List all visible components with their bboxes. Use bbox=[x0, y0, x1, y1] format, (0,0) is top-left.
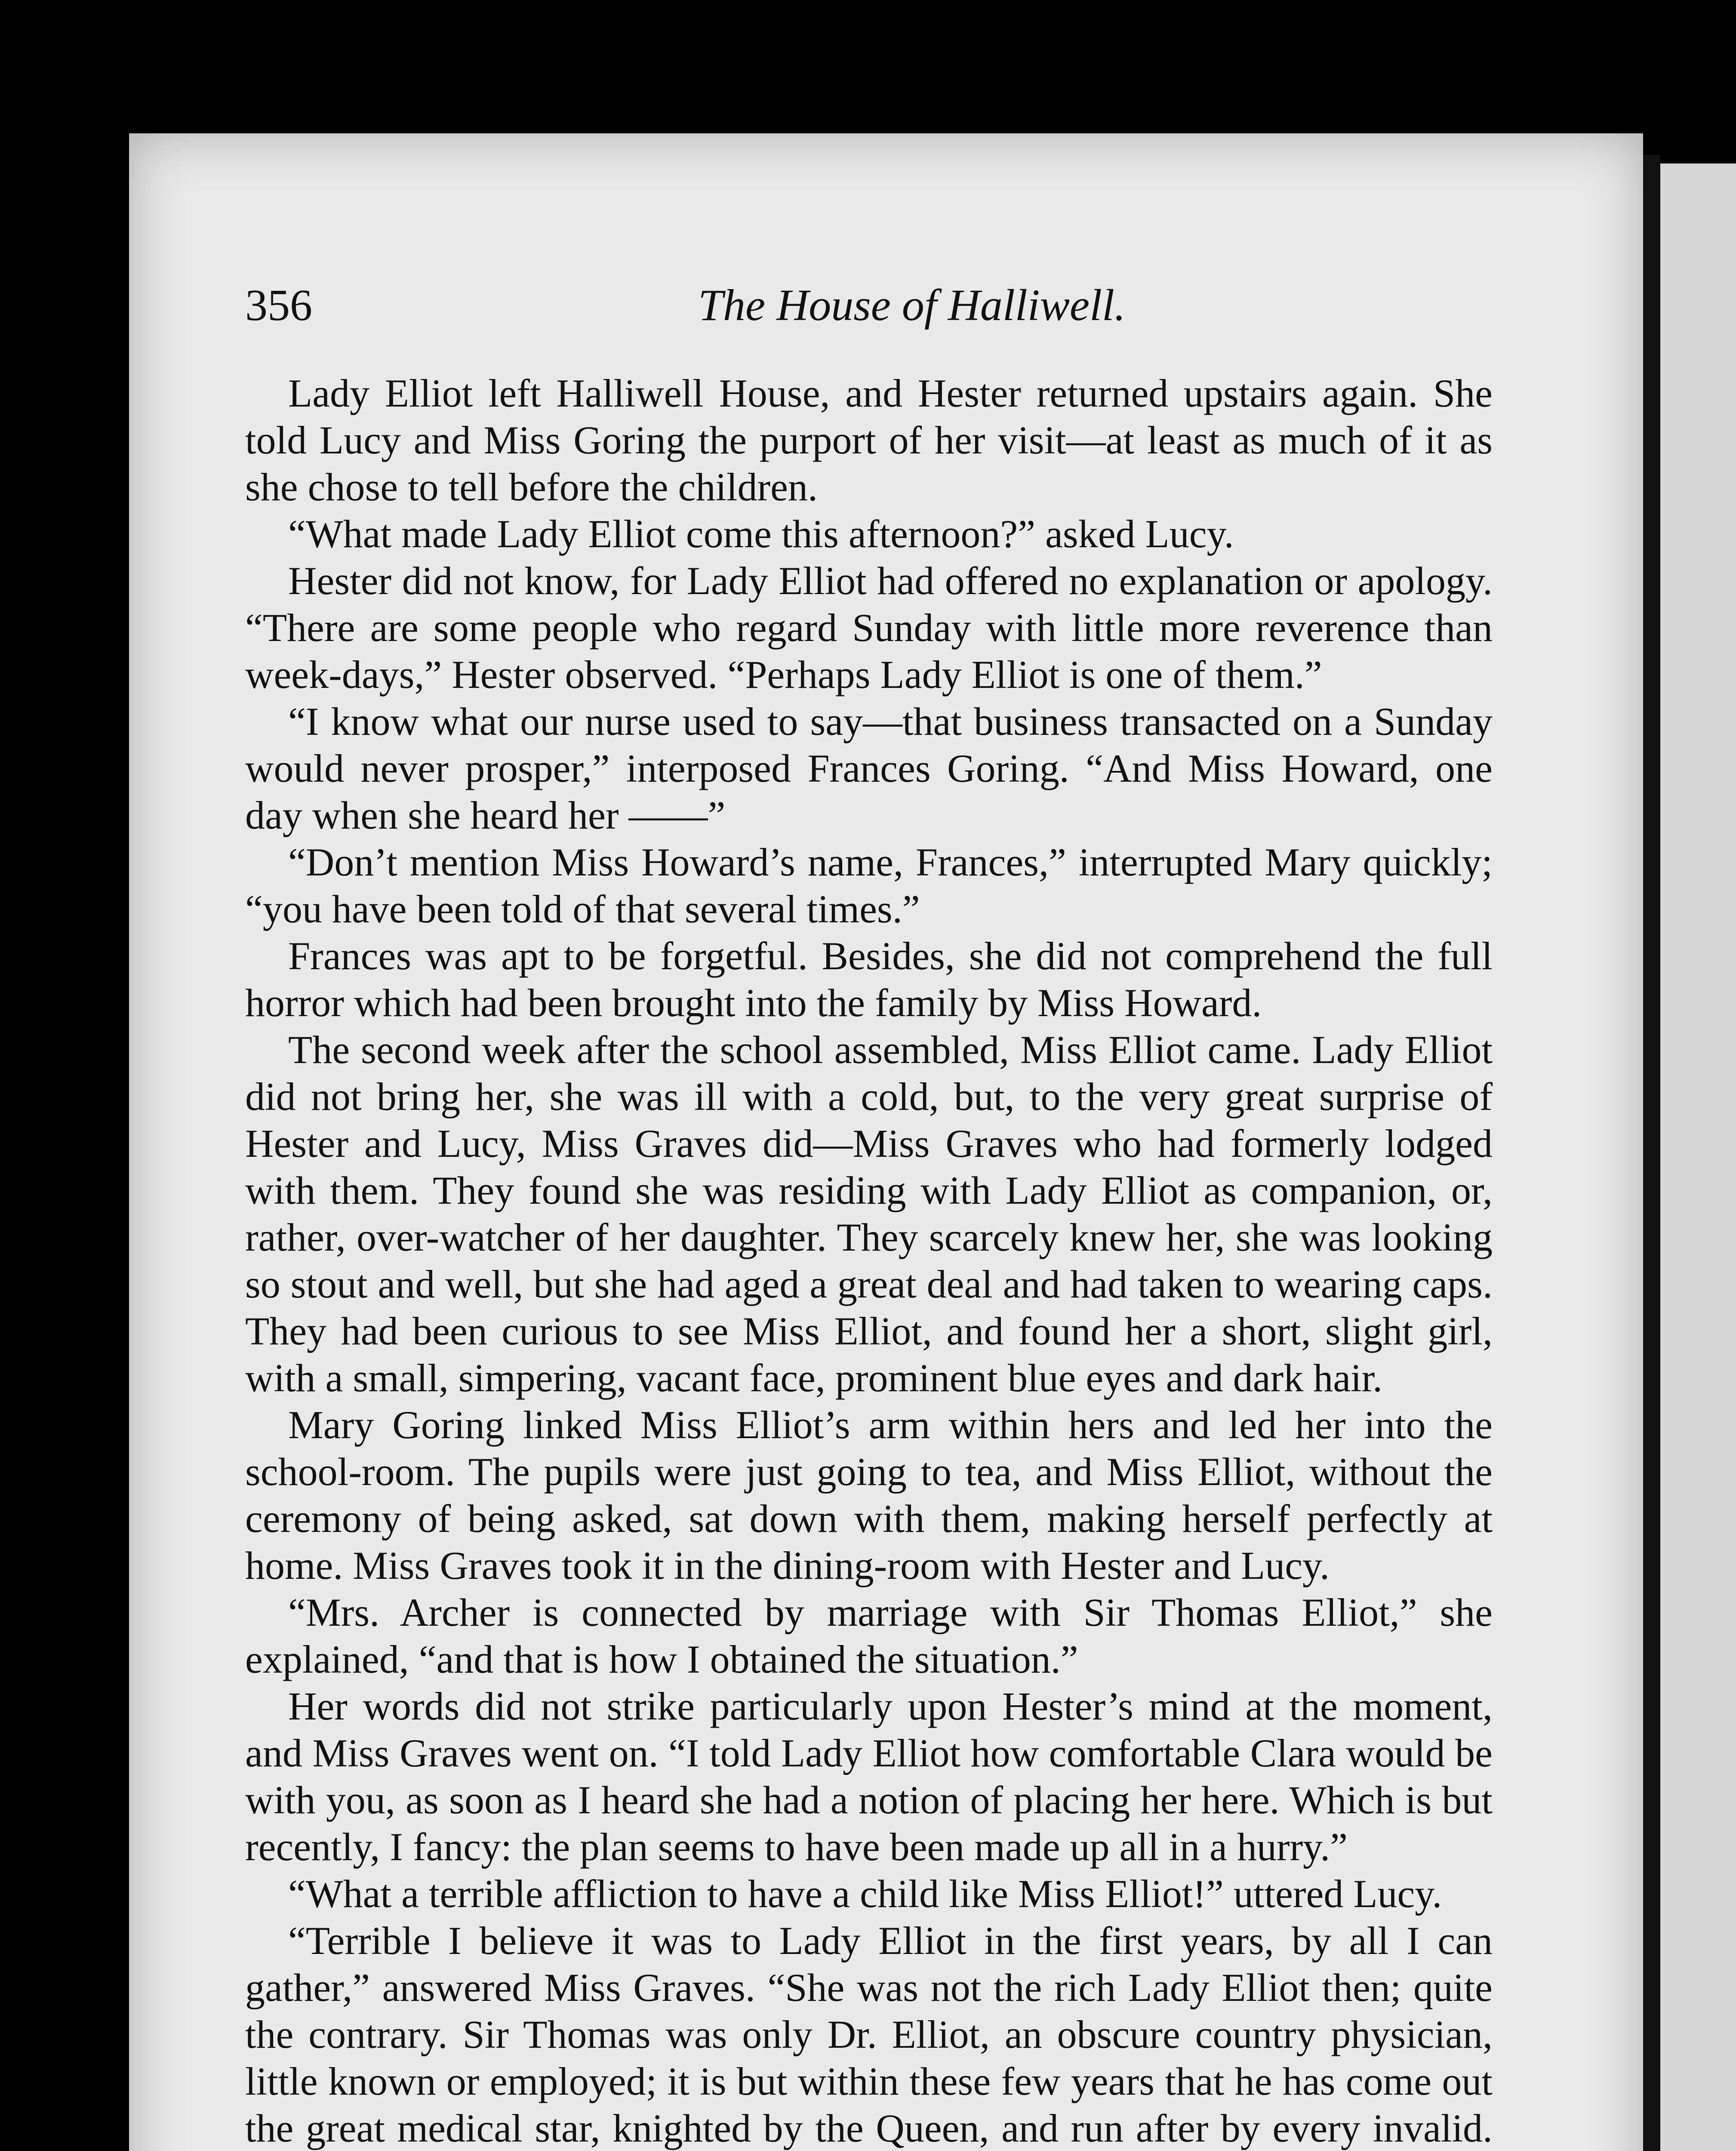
paragraph: Hester did not know, for Lady Elliot had offered no explanation or apology. “There are some people who regard Sunday with little more reverence than week-days,” Hester observed. “Perhaps Lady Elliot is one of them.” bbox=[245, 559, 1493, 696]
paragraph: Mary Goring linked Miss Elliot’s arm within hers and led her into the school-room. The pupils were just going to tea, and Miss Elliot, without the ceremony of being asked, sat down with them, making herself perfectly at home. Miss Graves took it in the dining-room with Hester and Lucy. bbox=[245, 1403, 1493, 1587]
paragraph: Her words did not strike particularly upon Hester’s mind at the moment, and Miss Graves went on. “I told Lady Elliot how comfortable Clara would be with you, as soon as I heard she had a notion of placing her here. Which is but recently, I fancy: the plan seems to have been made up all in a hurry.” bbox=[245, 1684, 1493, 1869]
paragraph: Lady Elliot left Halliwell House, and Hester returned upstairs again. She told Lucy and Miss Goring the purport of her visit—at least as much of it as she chose to tell before the children. bbox=[245, 371, 1493, 509]
paragraph: “What a terrible affliction to have a child like Miss Elliot!” uttered Lucy. bbox=[288, 1872, 1442, 1916]
paragraph: “Terrible I believe it was to Lady Elliot in the first years, by all I can gather,” answered Miss Graves. “She was not the rich Lady Elliot then; quite the contrary. Sir Thomas was only Dr. Elliot, an obscure country physician, little known or employed; it is but within these few years that he has come out the great medical star, knighted by the Queen, and run after by every invalid. bbox=[245, 1919, 1493, 2150]
paragraph: The second week after the school assembled, Miss Elliot came. Lady Elliot did not bring her, she was ill with a cold, but, to the very great surprise of Hester and Lucy, Miss Graves did—Miss Graves who had formerly lodged with them. They found she was residing with Lady Elliot as companion, or, rather, over-watcher of her daughter. They scarcely knew her, she was looking so stout and well, but she had aged a great deal and had taken to wearing caps. They had been curious to see Miss Elliot, and found her a short, slight girl, with a small, simpering, vacant face, prominent blue eyes and dark hair. bbox=[245, 1028, 1493, 1400]
page-number: 356 bbox=[245, 280, 312, 330]
paragraph: “Mrs. Archer is connected by marriage with Sir Thomas Elliot,” she explained, “and that is how I obtained the situation.” bbox=[245, 1590, 1493, 1681]
page-gutter bbox=[1643, 155, 1660, 2151]
paragraph: “I know what our nurse used to say—that business transacted on a Sunday would never prosper,” interposed Frances Goring. “And Miss Howard, one day when she heard her ——” bbox=[245, 700, 1493, 837]
running-title: The House of Halliwell. bbox=[698, 280, 1126, 330]
page-header bbox=[245, 275, 1493, 336]
paragraph: “What made Lady Elliot come this afternoon?” asked Lucy. bbox=[288, 512, 1234, 556]
body-text bbox=[245, 370, 1493, 2151]
paragraph: Frances was apt to be forgetful. Besides, she did not comprehend the full horror which had been brought into the family by Miss Howard. bbox=[245, 934, 1493, 1025]
paragraph: “Don’t mention Miss Howard’s name, Frances,” interrupted Mary quickly; “you have been told of that several times.” bbox=[245, 840, 1493, 931]
next-page-edge bbox=[1652, 163, 1736, 2151]
